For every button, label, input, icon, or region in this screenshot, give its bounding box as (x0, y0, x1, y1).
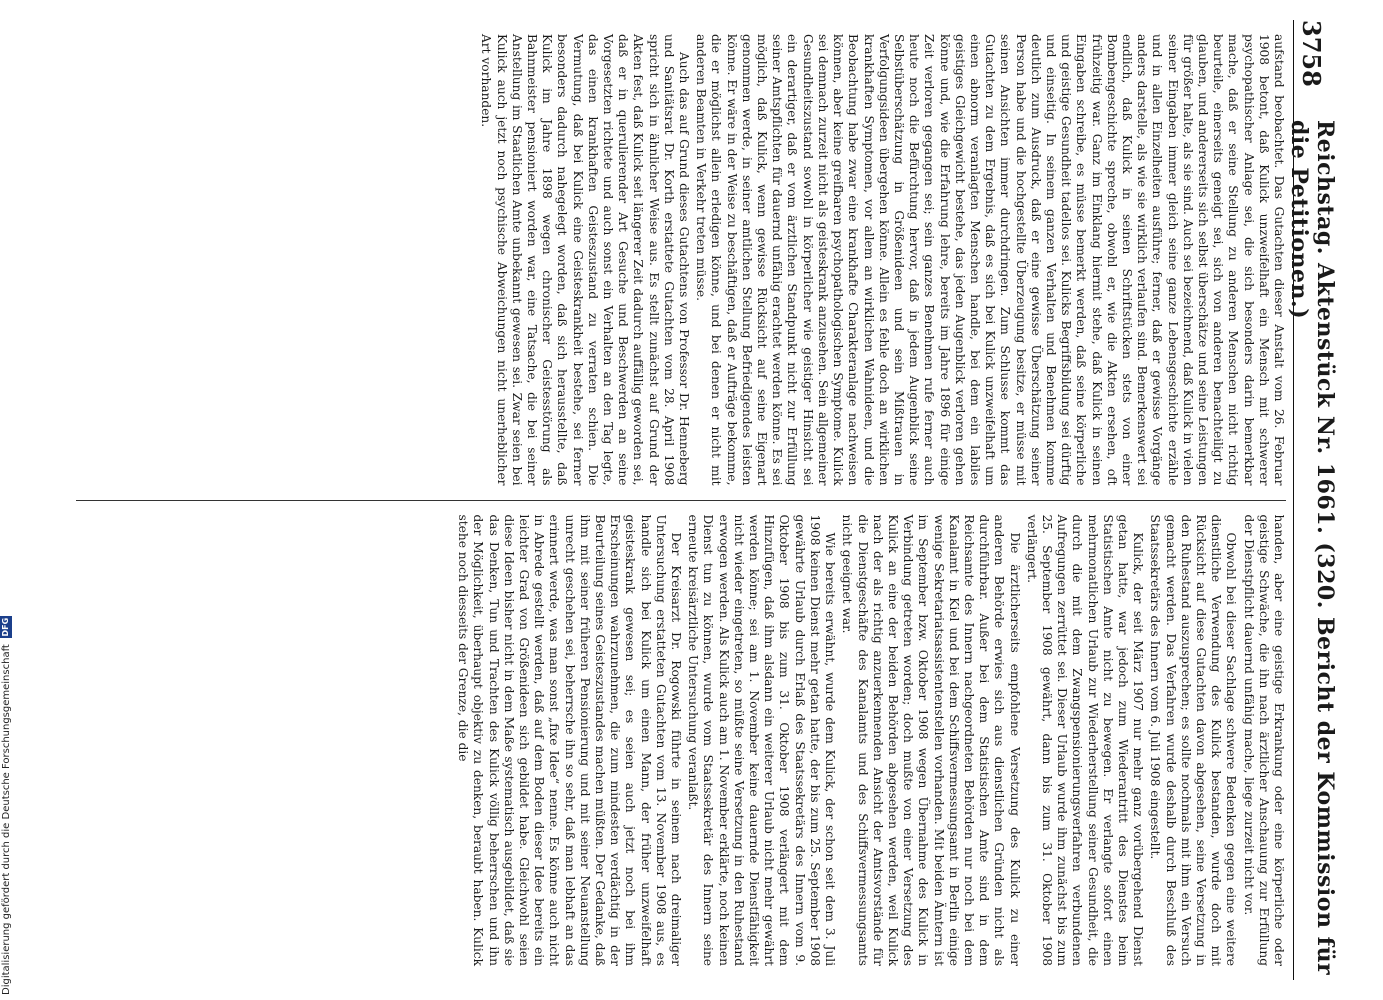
paragraph: handen, aber eine geistige Erkrankung oder eine körperliche oder geistige Schwäche, die ihn nach ärztlicher Anschauung zur Erfüllung der Dienstpflicht dauernd unfähig mache, liege zurzeit nicht vor. (1241, 514, 1286, 966)
paragraph: Obwohl bei dieser Sachlage schwere Bedenken gegen eine weitere dienstliche Verwendung des Kulick bestanden, wurde doch mit Rücksicht auf diese Gutachten davon abgesehen, seine Versetzung in den Ruhestand auszusprechen; es sollte nochmals mit ihm ein Versuch gemacht werden. Das Verfahren wurde deshalb durch Beschluß des Staatssekretärs des Innern vom 6. Juli 1908 eingestellt. (1148, 514, 1239, 966)
paragraph: Wie bereits erwähnt, wurde dem Kulick, der schon seit dem 3. Juli 1908 keinen Dienst mehr getan hatte, der bis zum 25. September 1908 gewährte Urlaub durch Erlaß des Staatssekretärs des Innern vom 9. Oktober 1908 bis zum 31. Oktober 1908 verlängert mit dem Hinzufügen, daß ihm alsdann ein weiterer Urlaub nicht mehr gewährt werden könne; sei am 1. November keine dauernde Dienstfähigkeit nicht wieder eingetreten, so müßte seine Versetzung in den Ruhestand erwogen werden. Als Kulick auch am 1. November erklärte, noch keinen Dienst tun zu können, wurde vom Staatssekretär des Innern seine erneute kreisärztliche Untersuchung veranlaßt. (686, 514, 838, 966)
digitization-credit (0, 616, 12, 995)
dfg-logo: DFG (1, 617, 10, 637)
page-header (1286, 20, 1338, 980)
right-column (76, 500, 1286, 981)
paragraph: Der Kreisarzt Dr. Rogowski führte in seinem nach dreimaliger Untersuchung erstatteten Gutachten vom 13. November 1908 aus, es handle sich bei Kulick um einen Mann, der früher unzweifelhaft geisteskrank gewesen sei; es seien auch jetzt noch bei ihm Erscheinungen wahrzunehmen, die zum mindesten verdächtig in der Beurteilung seines Geisteszustandes machen müßten. Der Gedanke, daß ihm mit seiner früheren Pensionierung und mit seiner Neuanstellung unrecht geschehen sei, beherrsche ihn so sehr, daß man lebhaft an das erinnert werde, was man sonst „fixe Idee“ nenne. Es könne auch nicht in Abrede gestellt werden, daß auf dem Boden dieser Idee bereits ein leichter Grad von Größenideen sich gebildet habe. Gleichwohl seien diese Ideen bisher nicht in dem Maße systematisch ausgebildet, daß sie das Denken, Tun und Trachten des Kulick völlig beherrschen und ihn der Möglichkeit, überhaupt objektiv zu denken, beraubt haben. Kulick stehe noch diesseits der Grenze, die die (456, 514, 684, 966)
left-column (76, 20, 1286, 500)
paragraph: Die ärztlicherseits empfohlene Versetzung des Kulick zu einer anderen Behörde erwies sich aus dienstlichen Gründen nicht als durchführbar. Außer bei dem Statistischen Amte sind in dem Reichsamte des Innern nachgeordneten Behörden nur noch bei dem Kanalamt in Kiel und bei dem Schiffsvermessungsamt in Berlin einige wenige Sekretariatsassistentenstellen vorhanden. Mit beiden Ämtern ist im September bzw. Oktober 1908 wegen Übernahme des Kulick in Verbindung getreten worden; doch mußte von einer Versetzung des Kulick an eine der beiden Behörden abgesehen werden, weil Kulick nach der als richtig anzuerkennenden Ansicht der Amtsvorstände für die Dienstgeschäfte des Kanalamts und des Schiffsvermessungsamts nicht geeignet war. (840, 514, 1022, 966)
page-number: 3758 (1297, 20, 1327, 87)
paragraph: Auch das auf Grund dieses Gutachtens von Professor Dr. Henneberg und Sanitätsrat Dr. Korth erstattete Gutachten vom 28. April 1908 spricht sich in ähnlicher Weise aus. Es stellt zunächst auf Grund der Akten fest, daß Kulick seit längerer Zeit dadurch auffällig geworden sei, daß er in querulierender Art Gesuche und Beschwerden an seine Vorgesetzten richtete und auch sonst ein Verhalten an den Tag legte, das einen krankhaften Geisteszustand zu verraten schien. Die Vermutung, daß bei Kulick eine Geisteskrankheit bestehe, sei ferner besonders dadurch nahegelegt worden, daß sich herausstellte, daß Kulick im Jahre 1898 wegen chronischer Geistesstörung als Bahnmeister pensioniert worden war, eine Tatsache, die bei seiner Anstellung im Staatlichen Amte unbekannt gewesen sei. Zwar seien bei Kulick auch jetzt noch psychische Abweichungen nicht unerheblicher Art vorhanden. (479, 34, 692, 486)
rotated-document-page (70, 20, 1338, 980)
paragraph: Kulick, der seit März 1907 nur mehr ganz vorübergehend Dienst getan hatte, war jedoch zum Wiederantritt des Dienstes beim Statistischen Amte nicht zu bewegen. Er verlangte sofort einen mehrmonatlichen Urlaub zur Wiederherstellung seiner Gesundheit, die durch die mit dem Zwangspensionierungsverfahren verbundenen Aufregungen zerrüttet sei. Dieser Urlaub wurde ihm zunächst bis zum 25. September 1908 gewährt, dann bis zum 31. Oktober 1908 verlängert. (1024, 514, 1146, 966)
credit-text: Digitalisierung gefördert durch die Deutsche Forschungsgemeinschaft (0, 644, 12, 995)
text-columns (76, 20, 1286, 980)
running-title: Reichstag. Aktenstück Nr. 1661. (320. Bericht der Kommission für die Petitionen.) (1286, 120, 1338, 976)
paragraph: aufstand beobachtet. Das Gutachten dieser Anstalt vom 26. Februar 1908 betont, daß Kulick unzweifelhaft ein Mensch mit schwerer psychopathischer Anlage sei, die sich besonders darin bemerkbar mache, daß er seine Stellung zu anderen Menschen nicht richtig beurteile, einerseits geneigt sei, sich von anderen benachteiligt zu glauben, und andererseits sich selbst überschätze und seine Leistungen für größer halte, als sie sind. Auch sei bezeichnend, daß Kulick in vielen seiner Eingaben immer gleich seine ganze Lebensgeschichte erzähle und in allen Einzelheiten ausführe; ferner, daß er gewisse Vorgänge anders darstelle, als wie sie wirklich verlaufen sind. Bemerkenswert sei endlich, daß Kulick in seinen Schriftstücken stets von einer Bombengeschichte spreche, obwohl er, wie die Akten ersehen, oft frühzeitig war. Ganz im Einklang hiermit stehe, daß Kulick in seinen Eingaben schreibe, es müsse bemerkt werden, daß seine körperliche und geistige Gesundheit tadellos sei. Kulicks Begriffsbildung sei dürftig und einseitig. In seinem ganzen Verhalten und Benehmen komme deutlich zum Ausdruck, daß er eine gewisse Überschätzung seiner Person habe und die hochgestellte Überzeugung besitze, er müsse mit seinen Ansichten immer durchdringen. Zum Schlusse kommt das Gutachten zu dem Ergebnis, daß es sich bei Kulick unzweifelhaft um einen abnorm veranlagten Menschen handle, bei dem ein labiles geistiges Gleichgewicht bestehe, das jeden Augenblick verloren gehen könne und, wie die Erfahrung lehre, bereits im Jahre 1896 für einige Zeit verloren gegangen sei; sein ganzes Benehmen rufe ferner auch heute noch die Befürchtung hervor, daß in jedem Augenblick seine Selbstüberschätzung in Größenideen und sein Mißtrauen in Verfolgungsideen übergehen könne. Allein es fehle doch an wirklichen krankhaften Symptomen, vor allem an wirklichen Wahnideen, und die Beobachtung habe zwar eine krankhafte Charakteranlage nachweisen können, aber keine greifbaren psychopathologischen Symptome. Kulick sei demnach zurzeit nicht als geisteskrank anzusehen. Sein allgemeiner Gesundheitszustand sowohl in körperlicher wie geistiger Hinsicht sei ein derartiger, daß er vom ärztlichen Standpunkt nicht zur Erfüllung seiner Amtspflichten für dauernd unfähig erachtet werden könne. Es sei möglich, daß Kulick, wenn gewisse Rücksicht auf seine Eigenart genommen werde, in seiner amtlichen Stellung Befriedigendes leisten könne. Er wäre in der Weise zu beschäftigen, daß er Aufträge bekomme, die er möglichst allein erledigen könne, und bei denen er nicht mit anderen Beamten in Verkehr treten müsse. (694, 34, 1286, 486)
